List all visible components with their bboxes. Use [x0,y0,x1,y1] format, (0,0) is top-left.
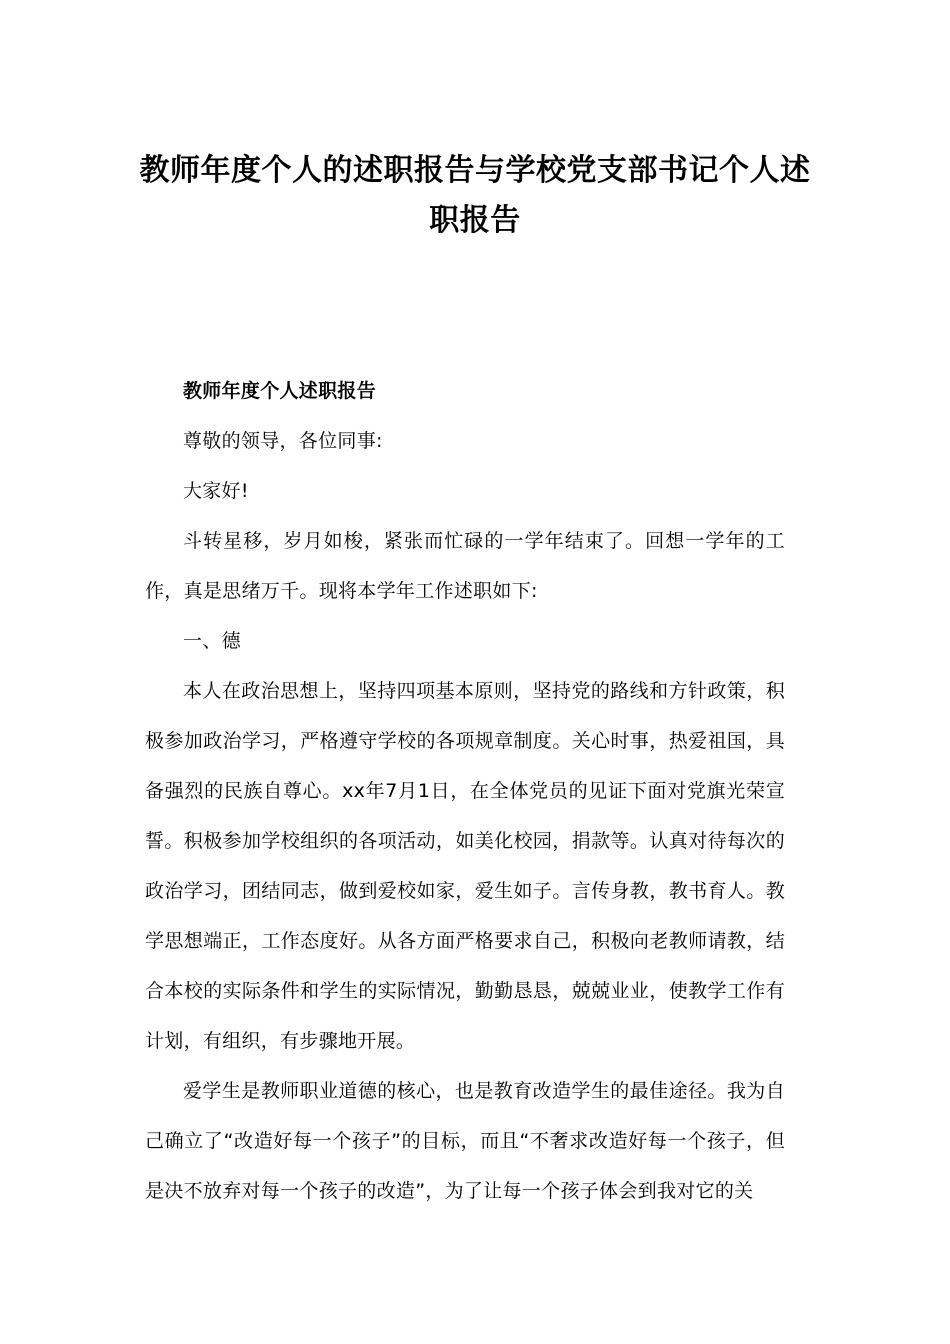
document-title: 教师年度个人的述职报告与学校党支部书记个人述职报告 [139,153,811,238]
paragraph-intro: 斗转星移，岁月如梭，紧张而忙碌的一学年结束了。回想一学年的工作，真是思绪万千。现将本学年工作述职如下: [145,530,785,602]
subsection-heading: 一、德 [183,630,241,652]
section-heading: 教师年度个人述职报告 [183,380,377,402]
greeting-line: 尊敬的领导，各位同事: [183,430,383,452]
document-body [145,366,785,1216]
paragraph-love-students: 爱学生是教师职业道德的核心，也是教育改造学生的最佳途径。我为自己确立了“改造好每一个孩子”的目标，而且“不奢求改造好每一个孩子，但是决不放弃对每一个孩子的改造”，为了让每一个孩子体会到我对它的关 [145,1080,785,1202]
paragraph-political: 本人在政治思想上，坚持四项基本原则，坚持党的路线和方针政策，积极参加政治学习，严格遵守学校的各项规章制度。关心时事，热爱祖国，具备强烈的民族自尊心。xx年7月1日，在全体党员的见证下面对党旗光荣宣誓。积极参加学校组织的各项活动，如美化校园，捐款等。认真对待每次的政治学习，团结同志，做到爱校如家，爱生如子。言传身教，教书育人。教学思想端正，工作态度好。从各方面严格要求自己，积极向老教师请教，结合本校的实际条件和学生的实际情况，勤勤恳恳，兢兢业业，使教学工作有计划，有组织，有步骤地开展。 [145,680,785,1052]
salutation-line: 大家好! [183,480,249,502]
